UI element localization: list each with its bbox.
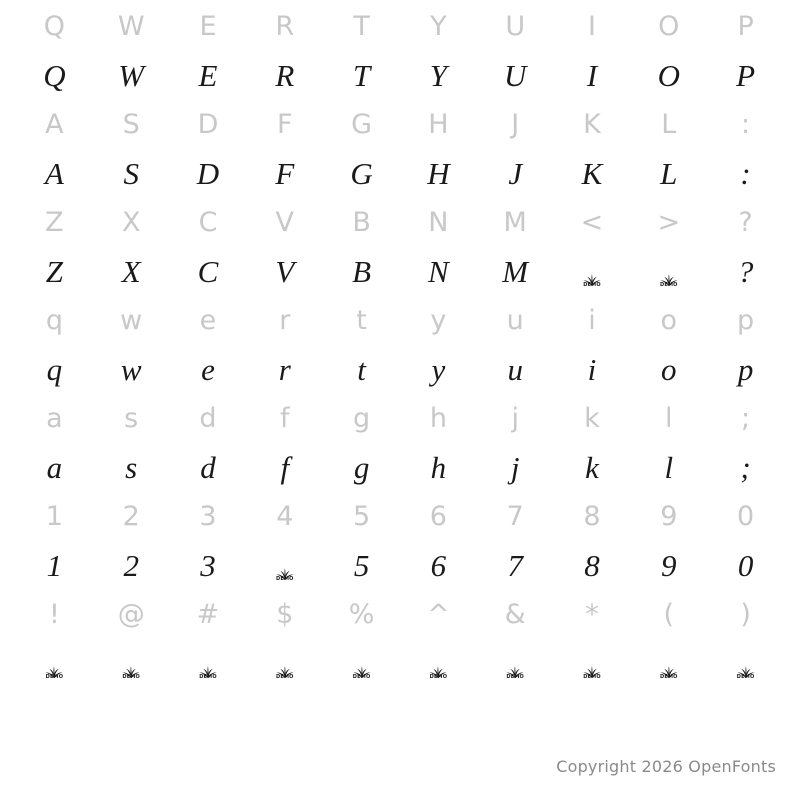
glyph-cell: i — [587, 351, 597, 387]
leaf-ornament-icon — [198, 654, 218, 685]
glyph-cell: W — [118, 57, 145, 93]
keycap-cell: h — [429, 402, 447, 434]
keycap-cell: i — [588, 304, 596, 336]
demo-watermark-label: DEMO — [122, 673, 140, 680]
keycap-cell: p — [737, 304, 755, 336]
specimen-row — [16, 52, 784, 98]
keycap-cell: L — [661, 108, 677, 140]
keycap-cell: e — [199, 304, 217, 336]
glyph-cell: ? — [737, 253, 754, 289]
glyph-cell: 6 — [430, 547, 447, 583]
glyph-cell: T — [352, 57, 371, 93]
glyph-cell: h — [430, 449, 447, 485]
keycap-cell: a — [46, 402, 63, 434]
keycap-cell: @ — [117, 598, 145, 630]
leaf-ornament-icon — [505, 654, 525, 685]
demo-watermark-label: DEMO — [736, 673, 755, 680]
keycap-cell: D — [197, 108, 219, 140]
keycap-cell: l — [665, 402, 673, 434]
keycap-cell: ( — [663, 598, 675, 630]
keycap-cell: S — [122, 108, 140, 140]
glyph-cell: 5 — [353, 547, 370, 583]
keycap-cell: f — [280, 402, 290, 434]
glyph-cell: R — [275, 57, 295, 93]
glyph-cell: y — [431, 351, 446, 387]
keycap-cell: ^ — [427, 598, 450, 630]
keycap-cell: ! — [48, 598, 60, 630]
keycap-cell: 6 — [429, 500, 447, 532]
glyph-cell: V — [275, 253, 295, 289]
keycap-cell: $ — [276, 598, 294, 630]
glyph-cell: q — [46, 351, 63, 387]
keycap-cell: s — [124, 402, 139, 434]
keycap-cell: d — [199, 402, 217, 434]
demo-cell — [93, 647, 170, 679]
keycap-cell: J — [511, 108, 520, 140]
leaf-ornament-icon — [428, 654, 448, 685]
glyph-cell: L — [660, 155, 678, 191]
demo-cell — [246, 647, 323, 679]
keycap-cell: A — [45, 108, 64, 140]
keycap-cell: 7 — [506, 500, 524, 532]
glyph-cell: s — [125, 449, 138, 485]
leaf-ornament-icon — [121, 654, 141, 685]
glyph-cell: C — [197, 253, 219, 289]
leaf-ornament-icon — [582, 654, 602, 685]
demo-watermark — [656, 653, 682, 679]
glyph-cell: r — [278, 351, 291, 387]
keycap-cell: o — [660, 304, 678, 336]
keycap-cell: X — [121, 206, 141, 238]
demo-cell — [554, 647, 631, 679]
keycap-row — [16, 490, 784, 542]
leaf-ornament-icon — [275, 654, 295, 685]
keycap-cell: 1 — [45, 500, 63, 532]
demo-cell — [707, 647, 784, 679]
keycap-cell: r — [279, 304, 291, 336]
demo-watermark — [195, 653, 221, 679]
glyph-cell: N — [428, 253, 449, 289]
demo-cell — [16, 647, 93, 679]
demo-watermark — [733, 653, 759, 679]
keycap-cell: 5 — [353, 500, 371, 532]
keycap-cell: 4 — [276, 500, 294, 532]
keycap-cell: j — [511, 402, 519, 434]
glyph-cell: P — [736, 57, 756, 93]
demo-watermark-label: DEMO — [275, 673, 294, 680]
keycap-cell: B — [352, 206, 371, 238]
glyph-cell: K — [581, 155, 603, 191]
glyph-cell: j — [510, 449, 520, 485]
demo-watermark — [579, 261, 605, 287]
glyph-cell: 3 — [200, 547, 216, 583]
demo-watermark-label: DEMO — [659, 281, 678, 288]
glyph-cell: l — [664, 449, 674, 485]
glyph-cell: 9 — [661, 547, 677, 583]
glyph-cell: I — [586, 57, 598, 93]
keycap-cell: : — [741, 108, 751, 140]
keycap-cell: C — [198, 206, 218, 238]
demo-cell — [246, 549, 323, 581]
keycap-row — [16, 392, 784, 444]
glyph-cell: Q — [43, 57, 66, 93]
glyph-cell: w — [120, 351, 142, 387]
demo-watermark — [656, 261, 682, 287]
demo-watermark — [272, 555, 298, 581]
keycap-cell: T — [353, 10, 370, 42]
keycap-cell: I — [588, 10, 596, 42]
glyph-cell: u — [507, 351, 523, 387]
glyph-cell: H — [427, 155, 450, 191]
keycap-row — [16, 588, 784, 640]
keycap-cell: P — [737, 10, 754, 42]
demo-cell — [170, 647, 247, 679]
keycap-cell: * — [585, 598, 599, 630]
keycap-cell: g — [353, 402, 371, 434]
glyph-cell: U — [504, 57, 527, 93]
keycap-cell: 8 — [583, 500, 601, 532]
leaf-ornament-icon — [275, 556, 295, 587]
glyph-cell: p — [737, 351, 754, 387]
keycap-cell: Y — [430, 10, 447, 42]
keycap-cell: H — [428, 108, 449, 140]
keycap-row — [16, 294, 784, 346]
keycap-cell: % — [348, 598, 375, 630]
glyph-cell: F — [275, 155, 295, 191]
glyph-cell: 0 — [737, 547, 754, 583]
leaf-ornament-icon — [44, 654, 64, 685]
leaf-ornament-icon — [736, 654, 756, 685]
demo-watermark — [349, 653, 375, 679]
glyph-cell: 2 — [123, 547, 139, 583]
demo-watermark-label: DEMO — [506, 673, 524, 680]
demo-watermark — [425, 653, 451, 679]
keycap-cell: ? — [738, 206, 753, 238]
glyph-cell: 8 — [584, 547, 600, 583]
demo-cell — [400, 647, 477, 679]
keycap-row — [16, 98, 784, 150]
keycap-cell: q — [45, 304, 63, 336]
demo-watermark — [502, 653, 528, 679]
specimen-row — [16, 444, 784, 490]
demo-watermark-label: DEMO — [429, 673, 448, 680]
glyph-cell: E — [198, 57, 218, 93]
keycap-cell: F — [277, 108, 293, 140]
demo-watermark — [272, 653, 298, 679]
demo-cell — [630, 647, 707, 679]
leaf-ornament-icon — [582, 262, 602, 293]
glyph-cell: B — [352, 253, 372, 289]
demo-watermark-label: DEMO — [275, 575, 294, 582]
demo-cell — [554, 255, 631, 287]
demo-cell — [323, 647, 400, 679]
keycap-row — [16, 196, 784, 248]
keycap-cell: E — [199, 10, 217, 42]
specimen-row — [16, 346, 784, 392]
demo-watermark — [41, 653, 67, 679]
demo-cell — [630, 255, 707, 287]
glyph-cell: : — [740, 155, 751, 191]
keycap-cell: ; — [741, 402, 751, 434]
glyph-cell: O — [657, 57, 680, 93]
copyright-notice: Copyright 2026 OpenFonts — [556, 757, 776, 776]
keycap-cell: K — [583, 108, 601, 140]
glyph-cell: 1 — [46, 547, 63, 583]
keycap-cell: Q — [43, 10, 66, 42]
keycap-cell: u — [506, 304, 524, 336]
keycap-cell: w — [120, 304, 143, 336]
keycap-cell: 2 — [122, 500, 140, 532]
glyph-cell: 7 — [507, 547, 523, 583]
glyph-cell: o — [661, 351, 677, 387]
demo-watermark-label: DEMO — [583, 673, 601, 680]
keycap-cell: W — [117, 10, 145, 42]
leaf-ornament-icon — [659, 654, 679, 685]
glyph-cell: G — [350, 155, 373, 191]
keycap-cell: V — [275, 206, 295, 238]
glyph-cell: f — [280, 449, 290, 485]
glyph-cell: D — [196, 155, 220, 191]
glyph-cell: t — [357, 351, 366, 387]
keycap-cell: M — [503, 206, 527, 238]
demo-watermark — [579, 653, 605, 679]
keycap-cell: 3 — [199, 500, 217, 532]
keycap-cell: N — [428, 206, 449, 238]
keycap-cell: G — [351, 108, 373, 140]
glyph-cell: g — [353, 449, 370, 485]
keycap-cell: > — [657, 206, 681, 238]
glyph-cell: a — [46, 449, 63, 485]
glyph-cell: S — [123, 155, 139, 191]
leaf-ornament-icon — [352, 654, 372, 685]
specimen-row — [16, 640, 784, 686]
keycap-row — [16, 0, 784, 52]
leaf-ornament-icon — [659, 262, 679, 293]
keycap-cell: ) — [740, 598, 751, 630]
specimen-row — [16, 248, 784, 294]
glyph-cell: Y — [429, 57, 448, 93]
glyph-cell: d — [200, 449, 216, 485]
demo-cell — [477, 647, 554, 679]
keycap-cell: # — [196, 598, 220, 630]
keycap-cell: R — [275, 10, 295, 42]
demo-watermark-label: DEMO — [199, 673, 217, 680]
glyph-cell: A — [44, 155, 64, 191]
demo-watermark-label: DEMO — [45, 673, 64, 680]
demo-watermark-label: DEMO — [352, 673, 371, 680]
keycap-cell: & — [504, 598, 526, 630]
keycap-cell: Z — [45, 206, 64, 238]
glyph-cell: X — [121, 253, 141, 289]
specimen-row — [16, 150, 784, 196]
keycap-cell: 0 — [737, 500, 755, 532]
keycap-cell: U — [505, 10, 526, 42]
keycap-cell: O — [658, 10, 680, 42]
keycap-cell: k — [584, 402, 600, 434]
glyph-cell: ; — [740, 449, 751, 485]
demo-watermark — [118, 653, 144, 679]
specimen-row — [16, 542, 784, 588]
keycap-cell: y — [430, 304, 447, 336]
demo-watermark-label: DEMO — [659, 673, 678, 680]
keycap-cell: < — [580, 206, 604, 238]
glyph-cell: k — [585, 449, 599, 485]
demo-watermark-label: DEMO — [583, 281, 601, 288]
glyph-cell: e — [201, 351, 215, 387]
glyph-cell: M — [502, 253, 529, 289]
keycap-cell: 9 — [660, 500, 678, 532]
glyph-cell: Z — [45, 253, 64, 289]
keycap-cell: t — [356, 304, 367, 336]
glyph-cell: J — [508, 155, 523, 191]
